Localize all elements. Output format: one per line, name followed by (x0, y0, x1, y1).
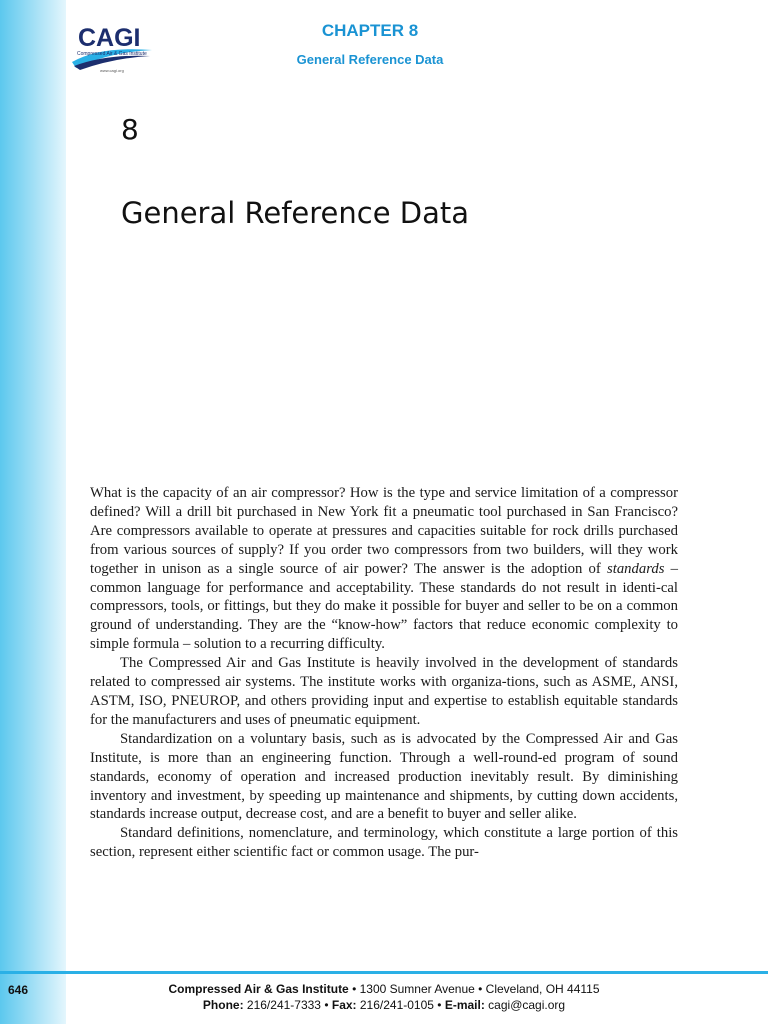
footer-phone: 216/241-7333 • (243, 997, 332, 1012)
footer-email-label: E-mail: (444, 997, 485, 1012)
page-number: 646 (8, 983, 29, 997)
paragraph-1 (90, 484, 678, 654)
footer-phone-label: Phone: (202, 997, 244, 1012)
paragraph-1-part-a: What is the capacity of an air compressor? How is the type and service limitation of a compressor defined? Will a drill bit purchased in New York fit a pneumatic tool purchased in San Francisco? Are compressors available to operate at pressures and capacities suitable for rock drills purchased from various sources of supply? If you order two compressors from two builders, will they work together in unison as a single source of air power? The answer is the adoption of (90, 485, 678, 577)
footer-contact (120, 982, 648, 1013)
footer-address-line (120, 982, 648, 998)
chapter-number: 8 (121, 113, 139, 146)
logo-url: www.cagi.org (100, 68, 124, 73)
footer-rule (0, 971, 768, 974)
paragraph-2: The Compressed Air and Gas Institute is heavily involved in the development of standards related to compressed air systems. The institute works with organiza-tions, such as ASME, ANSI, ASTM, ISO, PNEUROP, and others providing input and expertise to establish equitable standards for the manufacturers and uses of pneumatic equipment. (90, 655, 678, 728)
footer-contact-line (120, 998, 648, 1014)
body-text (90, 484, 678, 862)
footer-email: cagi@cagi.org (484, 997, 566, 1012)
running-header (260, 20, 480, 68)
footer-address: • 1300 Sumner Avenue • Cleveland, OH 44115 (348, 982, 600, 996)
logo-tagline: Compressed Air & Gas Institute (77, 51, 147, 57)
paragraph-1-emphasis: standards (607, 560, 665, 577)
footer-org-name: Compressed Air & Gas Institute (168, 982, 349, 996)
paragraph-1-part-b: – common language for performance and acceptability. These standards do not result in identi-cal compressors, tools, or fittings, but they do make it possible for buyer and seller to be on a common ground of understanding. They are the “know-how” factors that reduce economic complexity to simple formula – solution to a recurring difficulty. (90, 560, 679, 653)
chapter-subtitle: General Reference Data (296, 52, 444, 67)
chapter-label: CHAPTER 8 (321, 21, 419, 40)
side-color-band (0, 0, 66, 1024)
paragraph-3: Standardization on a voluntary basis, such as is advocated by the Compressed Air and Gas Institute, is more than an engineering function. Through a well-round-ed program of sound standards, economy of operation and increased production inevitably result. By diminishing inventory and investment, by speeding up maintenance and shipments, by cutting down accidents, standards increase output, decrease cost, and are a benefit to buyer and seller alike. (90, 730, 678, 823)
chapter-title: General Reference Data (121, 196, 469, 230)
paragraph-4: Standard definitions, nomenclature, and terminology, which constitute a large portion of this section, represent either scientific fact or common usage. The pur- (90, 825, 678, 861)
logo-wordmark: CAGI (78, 24, 141, 52)
footer-fax-label: Fax: (331, 997, 357, 1012)
cagi-logo (70, 24, 154, 76)
footer-fax: 216/241-0105 • (356, 997, 445, 1012)
